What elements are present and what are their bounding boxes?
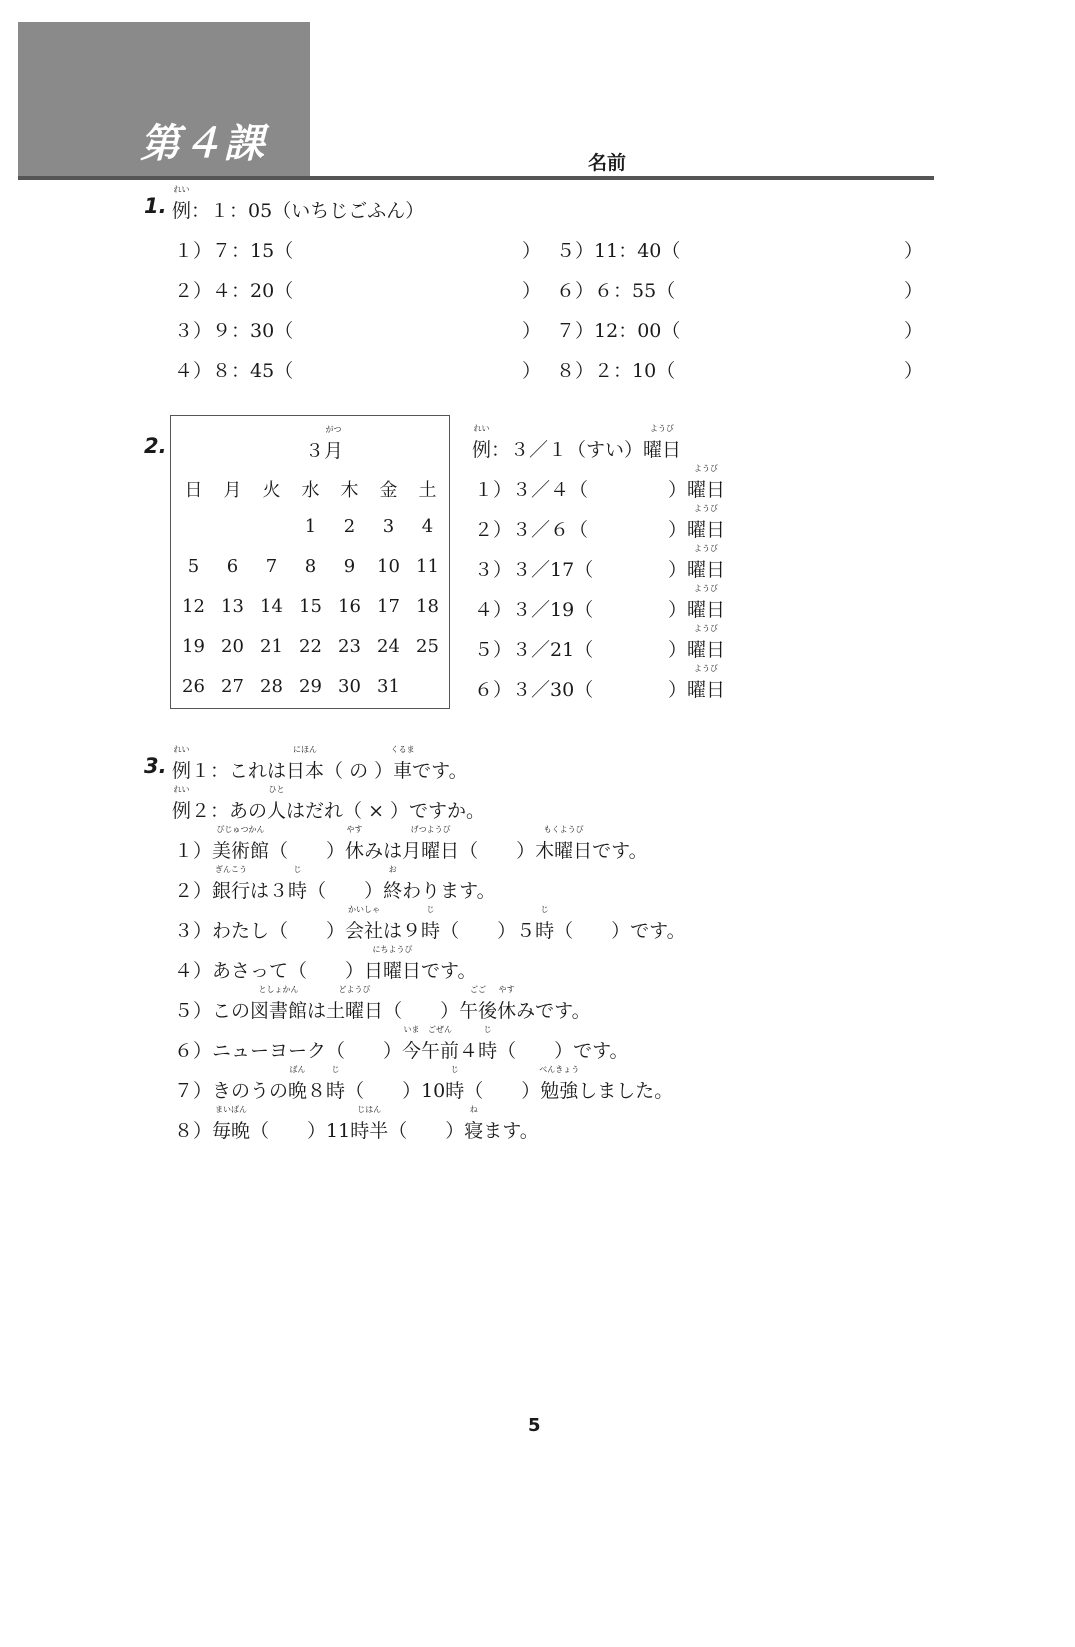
answer-close-paren: ） <box>904 360 924 382</box>
question-date: ３／19（ <box>512 599 594 621</box>
section-1-example <box>172 185 425 223</box>
ruby-base: 日本 <box>286 760 325 782</box>
ruby-base: 時 <box>421 920 441 942</box>
calendar-day: 7 <box>265 556 278 577</box>
weekday-header: 月 <box>223 480 242 501</box>
sentence-text: みは <box>364 840 403 862</box>
ruby-reading: れい <box>173 745 190 754</box>
question-label: ４） <box>474 599 513 621</box>
ruby-word <box>459 985 498 1023</box>
weekday-answer-suffix <box>668 584 726 622</box>
weekday-header: 木 <box>340 480 359 501</box>
ruby-word <box>687 544 726 582</box>
ruby-base: 人 <box>267 800 287 822</box>
ruby-reading: ごご <box>470 985 487 994</box>
lesson-title: 第４課 <box>140 121 266 167</box>
ruby-word <box>402 825 460 863</box>
ruby-reading: ぎんこう <box>215 865 248 874</box>
weekday-header: 水 <box>301 480 320 501</box>
calendar-day: 1 <box>304 516 317 537</box>
time-question <box>556 276 675 303</box>
ruby-reading: れい <box>473 424 490 433</box>
answer-close-paren: ） <box>522 320 542 342</box>
calendar-day: 25 <box>416 636 439 657</box>
sentence-text: です。 <box>412 760 468 782</box>
ruby-reading: かいしゃ <box>348 905 381 914</box>
ruby-word <box>445 1065 465 1103</box>
ruby-reading: じ <box>293 865 302 874</box>
question-date: ３／30（ <box>512 679 594 701</box>
time-question <box>556 316 680 343</box>
sentence-text: ます。 <box>483 1120 539 1142</box>
calendar-week-row <box>171 636 449 657</box>
calendar-day: 19 <box>182 636 205 657</box>
question-label: １） <box>474 479 513 501</box>
ruby-word <box>478 1025 498 1063</box>
ruby-word <box>345 825 365 863</box>
ruby-reading: ようび <box>694 624 719 633</box>
calendar-day: 11 <box>416 556 439 577</box>
answer-close-paren: ） <box>522 280 542 302</box>
calendar-month-title <box>305 425 344 463</box>
answer-close-paren: ） <box>668 639 688 661</box>
calendar-day: 12 <box>182 596 205 617</box>
ruby-reading: げつようび <box>410 825 451 834</box>
time-question <box>174 356 293 383</box>
question-time: 11：40（ <box>594 240 681 262</box>
calendar-day: 5 <box>187 556 200 577</box>
sentence-text: です。 <box>421 960 477 982</box>
sentence-text: は <box>307 1000 327 1022</box>
march-calendar <box>170 415 450 709</box>
question-label: ７） <box>556 320 595 342</box>
question-date: ３／６（ <box>512 519 589 541</box>
sentence-text: です。 <box>592 840 648 862</box>
page-number: 5 <box>528 1415 541 1436</box>
example-sentence <box>172 785 486 823</box>
calendar-week-row <box>171 596 449 617</box>
question-time: ８：45（ <box>212 360 294 382</box>
question-label: ５） <box>474 639 513 661</box>
calendar-day <box>408 676 447 697</box>
section-1-number: 1. <box>144 194 167 218</box>
ruby-reading: ひと <box>268 785 285 794</box>
weekday-answer-suffix <box>668 544 726 582</box>
sentence-text: （ ）11 <box>250 1120 351 1142</box>
ruby-base: 曜日 <box>687 519 726 541</box>
ruby-word <box>687 464 726 502</box>
question-label: １） <box>174 240 213 262</box>
calendar-day: 30 <box>338 676 361 697</box>
ruby-word <box>172 185 192 223</box>
ruby-word <box>390 745 415 783</box>
weekday-question <box>474 635 593 662</box>
time-question <box>174 316 293 343</box>
calendar-week-row <box>171 516 449 537</box>
ruby-base: 毎晩 <box>212 1120 251 1142</box>
ruby-word <box>350 1105 389 1143</box>
calendar-day: 2 <box>343 516 356 537</box>
ruby-base: 会社 <box>345 920 384 942</box>
calendar-day: 4 <box>421 516 434 537</box>
fill-in-sentence <box>174 1025 629 1063</box>
calendar-day <box>252 516 291 537</box>
sentence-text: ８ <box>307 1080 327 1102</box>
ruby-word <box>286 745 325 783</box>
fill-in-sentence <box>174 985 591 1023</box>
ruby-base: 午前 <box>421 1040 460 1062</box>
ruby-word <box>535 905 555 943</box>
calendar-week-row <box>171 676 449 697</box>
ruby-reading: じはん <box>357 1105 382 1114</box>
ruby-base: 終 <box>383 880 403 902</box>
example-body: ：３／１（すい） <box>491 439 644 461</box>
ruby-reading: ようび <box>694 544 719 553</box>
ruby-base: 土曜日 <box>326 1000 384 1022</box>
answer-close-paren: ） <box>668 559 688 581</box>
ruby-reading: どようび <box>338 985 371 994</box>
ruby-reading: としょかん <box>258 985 299 994</box>
ruby-base: 月曜日 <box>402 840 460 862</box>
sentence-text: ３）わたし（ ） <box>174 920 346 942</box>
weekday-answer-suffix <box>668 624 726 662</box>
answer-close-paren: ） <box>904 240 924 262</box>
ruby-word <box>288 865 308 903</box>
ruby-base: 車 <box>393 760 413 782</box>
sentence-text: （ ）です。 <box>554 920 686 942</box>
ruby-base: 曜日 <box>687 679 726 701</box>
question-label: ４） <box>174 360 213 382</box>
ruby-base: 曜日 <box>643 439 682 461</box>
ruby-base: 時 <box>535 920 555 942</box>
answer-close-paren: ） <box>522 240 542 262</box>
ruby-word <box>402 1025 422 1063</box>
weekday-header: 日 <box>184 480 203 501</box>
ruby-word <box>464 1105 484 1143</box>
fill-in-sentence <box>174 825 648 863</box>
ruby-reading: やす <box>346 825 363 834</box>
calendar-day: 13 <box>221 596 244 617</box>
question-date: ３／17（ <box>512 559 594 581</box>
ruby-base: 木曜日 <box>535 840 593 862</box>
ruby-reading: ようび <box>694 504 719 513</box>
section-2-number: 2. <box>144 434 167 458</box>
sentence-text: （ ） <box>459 840 536 862</box>
fill-in-sentence <box>174 1065 674 1103</box>
calendar-day: 23 <box>338 636 361 657</box>
name-label: 名前 <box>588 152 627 174</box>
calendar-day: 8 <box>304 556 317 577</box>
time-question <box>556 236 680 263</box>
fill-in-sentence <box>174 865 496 903</box>
ruby-word <box>250 985 308 1023</box>
question-label: ２） <box>174 280 213 302</box>
ruby-base: 今 <box>402 1040 422 1062</box>
ruby-reading: ようび <box>650 424 675 433</box>
ruby-word <box>421 905 441 943</box>
ruby-reading: れい <box>173 785 190 794</box>
question-time: 12：00（ <box>594 320 681 342</box>
answer-close-paren: ） <box>668 479 688 501</box>
ruby-base: 日曜日 <box>364 960 422 982</box>
ruby-base: 時半 <box>350 1120 389 1142</box>
calendar-day <box>213 516 252 537</box>
ruby-base: 曜日 <box>687 599 726 621</box>
ruby-base: 勉強 <box>540 1080 579 1102</box>
ruby-base: 晩 <box>288 1080 308 1102</box>
question-label: ８） <box>556 360 595 382</box>
ruby-base: 時 <box>478 1040 498 1062</box>
ruby-word <box>421 1025 460 1063</box>
sentence-text: ４ <box>459 1040 479 1062</box>
ruby-word <box>172 785 192 823</box>
ruby-base: 月 <box>324 440 344 462</box>
calendar-day: 22 <box>299 636 322 657</box>
ruby-reading: べんきょう <box>539 1065 580 1074</box>
ruby-word <box>472 424 492 462</box>
sentence-text: （ ） <box>464 1080 541 1102</box>
calendar-day: 24 <box>377 636 400 657</box>
section-2-example <box>472 424 682 462</box>
sentence-text: （ ） <box>388 1120 465 1142</box>
ruby-base: 寝 <box>464 1120 484 1142</box>
ruby-reading: にちようび <box>372 945 413 954</box>
ruby-reading: ようび <box>694 464 719 473</box>
sentence-text: １） <box>174 840 213 862</box>
ruby-base: 例 <box>472 439 492 461</box>
ruby-reading: にほん <box>293 745 318 754</box>
fill-in-sentence <box>174 1105 539 1143</box>
sentence-text: （ ） <box>269 840 346 862</box>
sentence-text: ５）この <box>174 1000 251 1022</box>
sentence-text: （ の ） <box>324 760 394 782</box>
sentence-text: ４）あさって（ ） <box>174 960 365 982</box>
ruby-base: 時 <box>326 1080 346 1102</box>
sentence-text: （ ）５ <box>440 920 536 942</box>
ruby-word <box>383 865 403 903</box>
answer-close-paren: ） <box>904 280 924 302</box>
example-body: ：１：05（いちじごふん） <box>191 200 425 222</box>
weekday-question <box>474 675 593 702</box>
calendar-day: 27 <box>221 676 244 697</box>
ruby-reading: じ <box>483 1025 492 1034</box>
ruby-word <box>326 985 384 1023</box>
ruby-reading: ばん <box>289 1065 306 1074</box>
ruby-reading: くるま <box>390 745 415 754</box>
question-time: ４：20（ <box>212 280 294 302</box>
ruby-reading: ようび <box>694 664 719 673</box>
section-3-number: 3. <box>144 754 167 778</box>
answer-close-paren: ） <box>668 599 688 621</box>
ruby-base: 銀行 <box>212 880 251 902</box>
ruby-word <box>212 865 251 903</box>
ruby-base: 時 <box>288 880 308 902</box>
answer-close-paren: ） <box>904 320 924 342</box>
ruby-word <box>172 745 192 783</box>
sentence-text: は９ <box>383 920 422 942</box>
weekday-question <box>474 475 588 502</box>
ruby-reading: れい <box>173 185 190 194</box>
calendar-day: 14 <box>260 596 283 617</box>
sentence-text: ２：あの <box>191 800 268 822</box>
header-divider <box>18 176 934 180</box>
question-date: ３／４（ <box>512 479 589 501</box>
sentence-text: ７）きのうの <box>174 1080 289 1102</box>
ruby-reading: ごぜん <box>428 1025 453 1034</box>
question-time: ２：10（ <box>594 360 676 382</box>
ruby-reading: ね <box>469 1105 478 1114</box>
fill-in-sentence <box>174 905 686 943</box>
ruby-word <box>326 1065 346 1103</box>
ruby-base: 例 <box>172 200 192 222</box>
ruby-base: 曜日 <box>687 639 726 661</box>
sentence-text: はだれ（ × ）ですか。 <box>286 800 486 822</box>
ruby-word <box>288 1065 308 1103</box>
ruby-word <box>324 425 344 463</box>
ruby-reading: ようび <box>694 584 719 593</box>
calendar-day: 16 <box>338 596 361 617</box>
calendar-day: 15 <box>299 596 322 617</box>
calendar-day: 26 <box>182 676 205 697</box>
calendar-day: 18 <box>416 596 439 617</box>
calendar-day: 28 <box>260 676 283 697</box>
weekday-question <box>474 515 588 542</box>
question-label: ６） <box>474 679 513 701</box>
question-time: ６：55（ <box>594 280 676 302</box>
ruby-base: 曜日 <box>687 479 726 501</box>
weekday-question <box>474 595 593 622</box>
sentence-text: しました。 <box>578 1080 674 1102</box>
ruby-word <box>687 664 726 702</box>
ruby-word <box>539 1065 580 1103</box>
ruby-word <box>687 504 726 542</box>
month-number: ３ <box>305 440 325 462</box>
sentence-text: みです。 <box>516 1000 591 1022</box>
calendar-day: 17 <box>377 596 400 617</box>
calendar-day: 9 <box>343 556 356 577</box>
example-sentence <box>172 745 468 783</box>
ruby-reading: いま <box>403 1025 420 1034</box>
weekday-answer-suffix <box>668 464 726 502</box>
weekday-header: 金 <box>379 480 398 501</box>
ruby-word <box>364 945 422 983</box>
sentence-text: ２） <box>174 880 213 902</box>
ruby-base: 午後 <box>459 1000 498 1022</box>
sentence-text: は３ <box>250 880 289 902</box>
sentence-text: ６）ニューヨーク（ ） <box>174 1040 403 1062</box>
time-question <box>174 236 293 263</box>
sentence-text: ８） <box>174 1120 213 1142</box>
calendar-week-row <box>171 556 449 577</box>
ruby-base: 図書館 <box>250 1000 308 1022</box>
ruby-word <box>212 1105 251 1143</box>
ruby-base: 曜日 <box>687 559 726 581</box>
calendar-day: 6 <box>226 556 239 577</box>
ruby-reading: お <box>388 865 397 874</box>
sentence-text: （ ）です。 <box>497 1040 629 1062</box>
ruby-base: 休 <box>345 840 365 862</box>
ruby-word <box>267 785 287 823</box>
time-question <box>556 356 675 383</box>
ruby-word <box>497 985 517 1023</box>
ruby-word <box>687 624 726 662</box>
weekday-header: 土 <box>418 480 437 501</box>
ruby-reading: もくようび <box>543 825 584 834</box>
ruby-word <box>643 424 682 462</box>
ruby-word <box>687 584 726 622</box>
calendar-day: 10 <box>377 556 400 577</box>
weekday-answer-suffix <box>668 664 726 702</box>
weekday-header: 火 <box>262 480 281 501</box>
sentence-text: （ ）10 <box>345 1080 446 1102</box>
sentence-text: １：これは <box>191 760 287 782</box>
ruby-reading: じ <box>331 1065 340 1074</box>
question-time: ７：15（ <box>212 240 294 262</box>
ruby-base: 例 <box>172 800 192 822</box>
calendar-day: 3 <box>382 516 395 537</box>
ruby-word <box>345 905 384 943</box>
sentence-text: わります。 <box>402 880 496 902</box>
question-label: ２） <box>474 519 513 541</box>
calendar-day: 29 <box>299 676 322 697</box>
question-label: ３） <box>174 320 213 342</box>
answer-close-paren: ） <box>668 679 688 701</box>
ruby-reading: やす <box>498 985 515 994</box>
weekday-answer-suffix <box>668 504 726 542</box>
fill-in-sentence <box>174 945 477 983</box>
ruby-reading: がつ <box>325 425 342 434</box>
ruby-base: 美術館 <box>212 840 270 862</box>
ruby-base: 例 <box>172 760 192 782</box>
answer-close-paren: ） <box>522 360 542 382</box>
question-label: ６） <box>556 280 595 302</box>
time-question <box>174 276 293 303</box>
calendar-day: 20 <box>221 636 244 657</box>
question-date: ３／21（ <box>512 639 594 661</box>
answer-close-paren: ） <box>668 519 688 541</box>
ruby-word <box>535 825 593 863</box>
sentence-text: （ ） <box>307 880 384 902</box>
weekday-question <box>474 555 593 582</box>
ruby-word <box>212 825 270 863</box>
ruby-reading: じ <box>540 905 549 914</box>
sentence-text: （ ） <box>383 1000 460 1022</box>
question-time: ９：30（ <box>212 320 294 342</box>
ruby-base: 休 <box>497 1000 517 1022</box>
calendar-day: 21 <box>260 636 283 657</box>
question-label: ５） <box>556 240 595 262</box>
ruby-base: 時 <box>445 1080 465 1102</box>
calendar-day: 31 <box>377 676 400 697</box>
ruby-reading: じ <box>426 905 435 914</box>
question-label: ３） <box>474 559 513 581</box>
calendar-day <box>174 516 213 537</box>
ruby-reading: びじゅつかん <box>216 825 265 834</box>
ruby-reading: じ <box>450 1065 459 1074</box>
calendar-weekday-row <box>171 476 449 502</box>
ruby-reading: まいばん <box>215 1105 248 1114</box>
